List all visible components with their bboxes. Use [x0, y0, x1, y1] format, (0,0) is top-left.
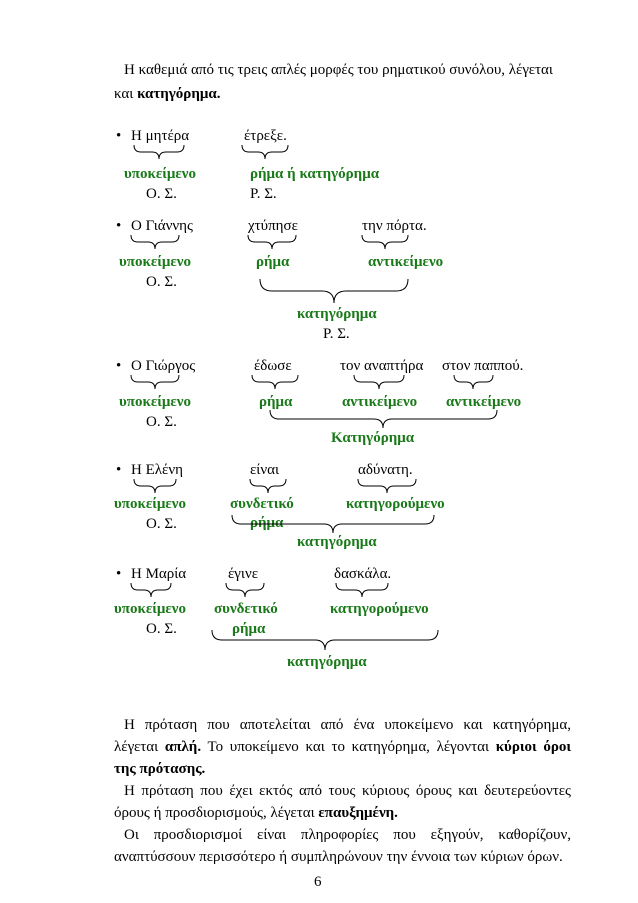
brace-3-1: [131, 375, 179, 389]
example-4-label-3: κατηγορούμενο: [346, 496, 445, 512]
closing-p1-l2-a: λέγεται: [114, 739, 165, 755]
bullet-5: •: [116, 566, 122, 582]
example-4-word-1: Η Ελένη: [131, 462, 183, 478]
brace-1-1: [134, 145, 184, 159]
closing-p2-l2-a: όρους ή προσδιορισμούς, λέγεται: [114, 805, 319, 821]
closing-p2-line-1-text: Η πρόταση που έχει εκτός από τους κύριους όρους και δευτερεύοντες: [124, 783, 571, 799]
example-1-label-1: υποκείμενο: [124, 166, 197, 182]
brace-2-2: [248, 235, 296, 249]
example-3-label-4: αντικείμενο: [446, 394, 522, 410]
closing-p3-line-2: αναπτύσσουν περισσότερο ή συμπληρώνουν την έννοια των κύριων όρων.: [114, 849, 563, 865]
example-4-word-2: είναι: [250, 462, 280, 478]
example-2-word-3: την πόρτα.: [362, 218, 427, 234]
example-5-word-1: Η Μαρία: [131, 566, 187, 582]
brace-4-1: [134, 479, 176, 493]
intro-term: κατηγόρημα.: [137, 86, 221, 102]
closing-p1-line-1: [114, 714, 571, 736]
example-2-label-3: αντικείμενο: [368, 254, 444, 270]
example-5-word-2: έγινε: [228, 566, 259, 582]
example-4-abbr-1: Ο. Σ.: [146, 516, 177, 532]
closing-p1-term-sentence: της πρότασης.: [114, 761, 206, 777]
example-3-word-1: Ο Γιώργος: [131, 358, 196, 374]
example-3-abbr-1: Ο. Σ.: [146, 414, 177, 430]
brace-2-1: [131, 235, 179, 249]
example-2-group-label: κατηγόρημα: [297, 306, 377, 322]
closing-p2-term-extended: επαυξημένη.: [318, 805, 398, 821]
closing-p1-term-main-terms: κύριοι όροι: [495, 739, 571, 755]
example-4-word-3: αδύνατη.: [358, 462, 413, 478]
example-3-word-4: στον παππού.: [442, 358, 524, 374]
example-2-label-2: ρήμα: [256, 254, 290, 270]
example-1-abbr-1: Ο. Σ.: [146, 186, 177, 202]
bullet-4: •: [116, 462, 122, 478]
brace-1-2: [242, 145, 288, 159]
closing-p1-line-2: [114, 736, 571, 758]
brace-4-3: [358, 479, 416, 493]
example-3-label-3: αντικείμενο: [342, 394, 418, 410]
brace-3-2: [252, 375, 298, 389]
example-4-sublabel: ρήμα: [250, 515, 284, 531]
closing-p1-line-1-text: Η πρόταση που αποτελείται από ένα υποκείμενο και κατηγόρημα,: [124, 717, 571, 733]
brace-3-4: [454, 375, 493, 389]
closing-p3-line-1-text: Οι προσδιορισμοί είναι πληροφορίες που εξηγούν, καθορίζουν,: [124, 827, 571, 843]
closing-p1-line-3: [114, 758, 571, 780]
example-1-word-2: έτρεξε.: [244, 128, 287, 144]
example-1-word-1: Η μητέρα: [131, 128, 190, 144]
example-3-word-3: τον αναπτήρα: [340, 358, 424, 374]
example-5-abbr-1: Ο. Σ.: [146, 621, 177, 637]
page-number: 6: [314, 874, 322, 890]
intro-line-1: Η καθεμιά από τις τρεις απλές μορφές του ρηματικού συνόλου, λέγεται: [124, 62, 553, 78]
intro-prefix: και: [114, 86, 138, 102]
example-5-sublabel: ρήμα: [232, 621, 266, 637]
brace-4-2: [250, 479, 286, 493]
example-3-word-2: έδωσε: [254, 358, 292, 374]
example-5-label-1: υποκείμενο: [114, 601, 187, 617]
example-2-group-abbr: Ρ. Σ.: [323, 326, 350, 342]
example-5-label-2: συνδετικό: [214, 601, 278, 617]
brace-3-group: [270, 410, 497, 428]
brace-5-1: [131, 583, 171, 597]
brace-5-3: [336, 583, 388, 597]
closing-p2-line-2: [114, 802, 571, 824]
brace-3-3: [354, 375, 404, 389]
bullet-3: •: [116, 358, 122, 374]
brace-5-2: [226, 583, 264, 597]
example-5-label-3: κατηγορούμενο: [330, 601, 429, 617]
closing-p1-term-simple: απλή.: [164, 739, 202, 755]
example-4-label-1: υποκείμενο: [114, 496, 187, 512]
example-2-label-1: υποκείμενο: [119, 254, 192, 270]
closing-p3-line-1: [114, 824, 571, 846]
example-4-label-2: συνδετικό: [230, 496, 294, 512]
example-5-word-3: δασκάλα.: [334, 566, 392, 582]
closing-p1-l2-c: Το υποκείμενο και το κατηγόρημα, λέγονται: [201, 739, 496, 755]
example-1-abbr-2: Ρ. Σ.: [250, 186, 277, 202]
example-3-label-2: ρήμα: [259, 394, 293, 410]
bullet-1: •: [116, 128, 122, 144]
brace-2-group: [260, 279, 408, 303]
example-2-word-2: χτύπησε: [248, 218, 298, 234]
example-1-label-2: ρήμα ή κατηγόρημα: [250, 166, 380, 182]
brace-2-3: [362, 235, 408, 249]
example-3-group-label: Κατηγόρημα: [331, 430, 415, 446]
closing-p2-line-1: [114, 780, 571, 802]
example-2-abbr-1: Ο. Σ.: [146, 274, 177, 290]
example-3-label-1: υποκείμενο: [119, 394, 192, 410]
example-5-group-label: κατηγόρημα: [287, 654, 367, 670]
bullet-2: •: [116, 218, 122, 234]
example-2-word-1: Ο Γιάννης: [131, 218, 193, 234]
example-4-group-label: κατηγόρημα: [297, 534, 377, 550]
intro-line-2: [114, 85, 220, 103]
